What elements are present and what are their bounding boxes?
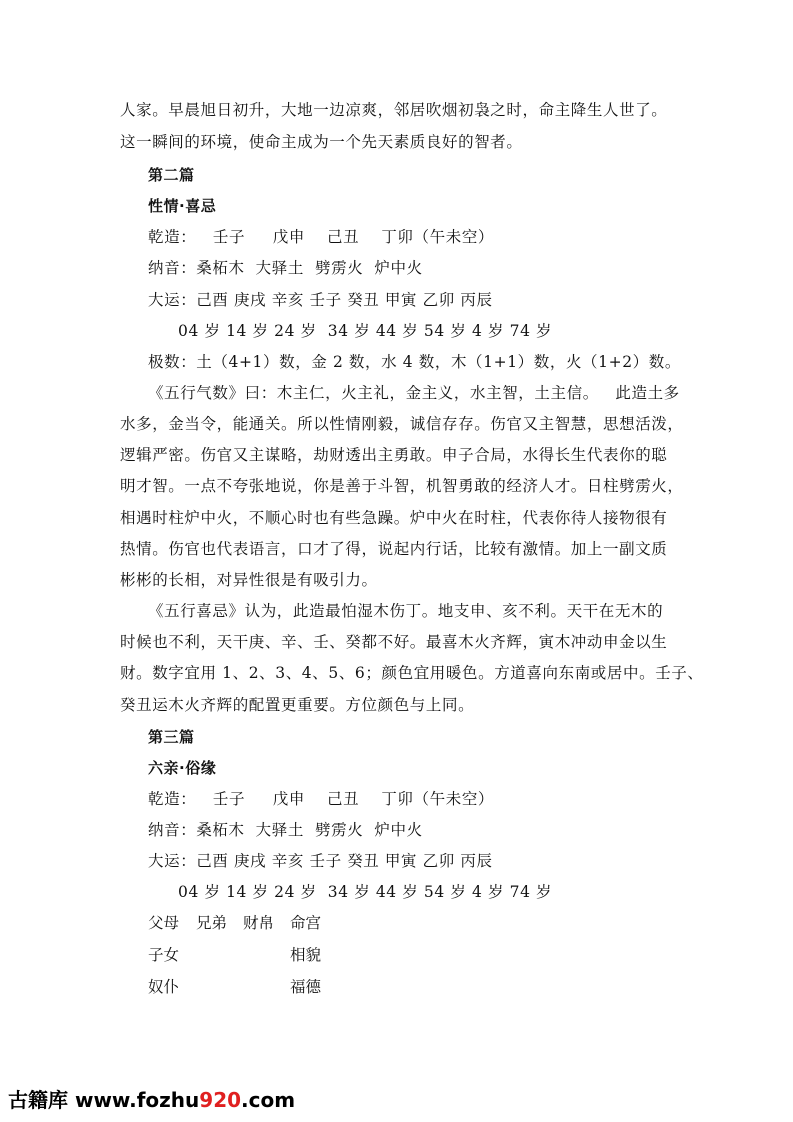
section-2-para1-line: 相遇时柱炉中火，不顺心时也有些急躁。炉中火在时柱，代表你待人接物很有 xyxy=(120,509,668,527)
intro-line-2: 这一瞬间的环境，使命主成为一个先天素质良好的智者。 xyxy=(120,133,523,151)
footer-watermark xyxy=(8,1084,295,1113)
section-2-para1-line: 逻辑严密。伤官又主谋略，劫财透出主勇敢。申子合局，水得长生代表你的聪 xyxy=(120,446,668,464)
section-3-subheading: 六亲·俗缘 xyxy=(148,759,217,777)
section-3-nayin: 纳音：桑柘木 大驿土 劈雳火 炉中火 xyxy=(148,821,423,839)
footer-site-name: 古籍库 xyxy=(8,1088,68,1112)
section-2-para1-line: 《五行气数》曰：木主仁，火主礼，金主义，水主智，土主信。 此造土多 xyxy=(148,384,680,402)
section-2-dayun: 大运：己酉 庚戌 辛亥 壬子 癸丑 甲寅 乙卯 丙辰 xyxy=(148,291,493,309)
section-2-para1-line: 明才智。一点不夸张地说，你是善于斗智，机智勇敢的经济人才。日柱劈雳火， xyxy=(120,477,684,495)
section-2-para2-line: 癸丑运木火齐辉的配置更重要。方位颜色与上同。 xyxy=(120,696,475,714)
section-3-qianzao: 乾造： 壬子 戊申 己丑 丁卯（午未空） xyxy=(148,790,495,808)
footer-url-suffix: .com xyxy=(241,1088,296,1112)
section-2-qianzao: 乾造： 壬子 戊申 己丑 丁卯（午未空） xyxy=(148,228,495,246)
liuqin-xiangmao: 相貌 xyxy=(290,946,322,964)
liuqin-xiongdi: 兄弟 xyxy=(196,914,228,932)
section-2-subheading: 性情·喜忌 xyxy=(148,197,217,215)
section-2-jishu: 极数：土（4+1）数，金 2 数，水 4 数，木（1+1）数，火（1+2）数。 xyxy=(148,353,681,371)
liuqin-nupu: 奴仆 xyxy=(148,978,180,996)
section-3-ages: 04 岁 14 岁 24 岁 34 岁 44 岁 54 岁 4 岁 74 岁 xyxy=(178,883,553,901)
section-2-heading: 第二篇 xyxy=(148,166,195,184)
section-2-para2-line: 财。数字宜用 1、2、3、4、5、6；颜色宜用暖色。方道喜向东南或居中。壬子、 xyxy=(120,664,704,682)
section-2-para2-line: 《五行喜忌》认为，此造最怕湿木伤丁。地支申、亥不利。天干在无木的 xyxy=(148,602,664,620)
section-2-nayin: 纳音：桑柘木 大驿土 劈雳火 炉中火 xyxy=(148,259,423,277)
section-2-para1-line: 彬彬的长相，对异性很是有吸引力。 xyxy=(120,571,378,589)
intro-line-1: 人家。早晨旭日初升，大地一边凉爽，邻居吹烟初袅之时，命主降生人世了。 xyxy=(120,101,668,119)
liuqin-minggong: 命宫 xyxy=(290,914,322,932)
liuqin-fumu: 父母 xyxy=(148,914,180,932)
section-3-heading: 第三篇 xyxy=(148,728,195,746)
liuqin-caibo: 财帛 xyxy=(243,914,275,932)
section-3-dayun: 大运：己酉 庚戌 辛亥 壬子 癸丑 甲寅 乙卯 丙辰 xyxy=(148,852,493,870)
liuqin-zinv: 子女 xyxy=(148,946,180,964)
section-2-ages: 04 岁 14 岁 24 岁 34 岁 44 岁 54 岁 4 岁 74 岁 xyxy=(178,322,553,340)
footer-url-prefix: www.fozhu xyxy=(68,1088,200,1112)
section-2-para1-line: 热情。伤官也代表语言，口才了得，说起内行话，比较有激情。加上一副文质 xyxy=(120,540,668,558)
footer-url-number: 920 xyxy=(199,1088,242,1112)
section-2-para1-line: 水多，金当令，能通关。所以性情刚毅，诚信存存。伤官又主智慧，思想活泼， xyxy=(120,415,684,433)
liuqin-fude: 福德 xyxy=(290,978,322,996)
section-2-para2-line: 时候也不利，天干庚、辛、壬、癸都不好。最喜木火齐辉，寅木冲动申金以生 xyxy=(120,633,668,651)
